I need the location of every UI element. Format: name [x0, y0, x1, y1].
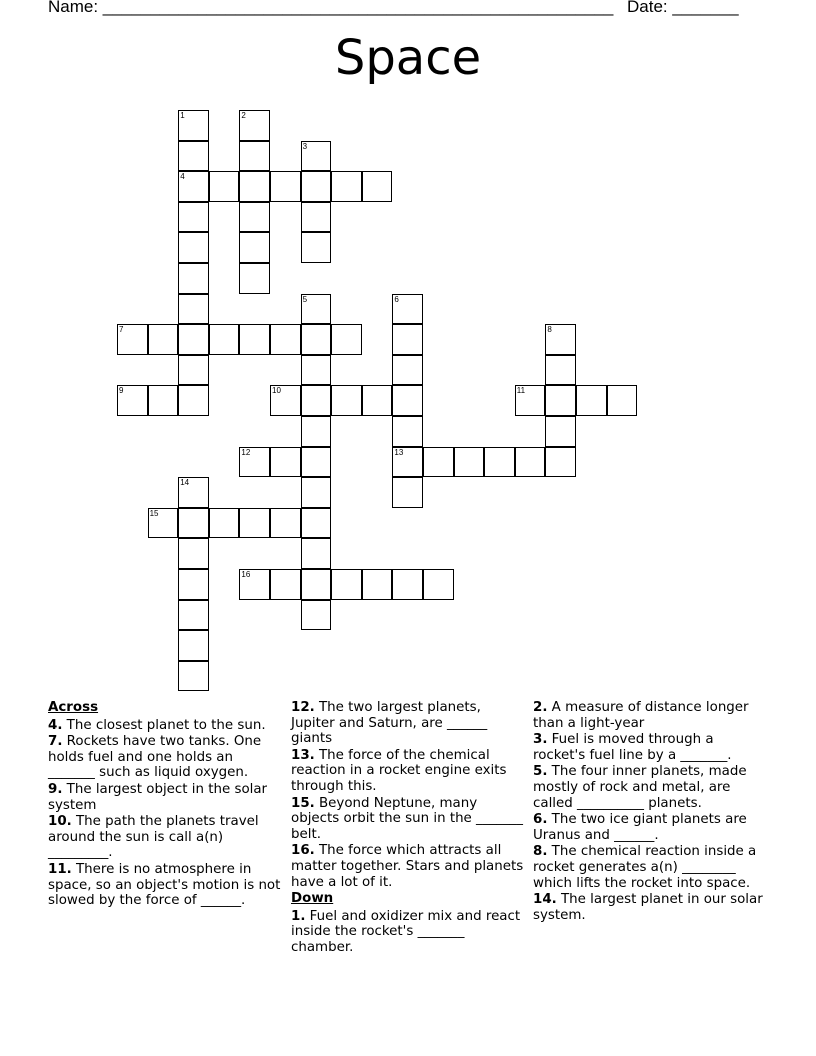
- clue-column-3: [533, 700, 769, 924]
- grid-cell[interactable]: [515, 385, 546, 416]
- grid-cell[interactable]: [301, 416, 332, 447]
- grid-cell[interactable]: [392, 447, 423, 478]
- grid-cell[interactable]: [178, 630, 209, 661]
- grid-cell[interactable]: [607, 385, 638, 416]
- grid-cell[interactable]: [178, 263, 209, 294]
- clue-text: The four inner planets, made mostly of rock and metal, are called __________ planets.: [533, 764, 747, 811]
- grid-cell[interactable]: [454, 447, 485, 478]
- clue-number-label: 9: [119, 386, 124, 396]
- clue-number: 8.: [533, 844, 548, 860]
- clue-text: Fuel is moved through a rocket's fuel line by a _______.: [533, 732, 732, 763]
- clue-text: The largest object in the solar system: [48, 781, 268, 813]
- clue-number: 2.: [533, 700, 548, 715]
- grid-cell[interactable]: [209, 171, 240, 202]
- clue-column-1: [48, 700, 284, 910]
- grid-cell[interactable]: [392, 355, 423, 386]
- clue-number-label: 11: [516, 386, 526, 396]
- clue-number-label: 10: [272, 386, 281, 396]
- grid-cell[interactable]: [270, 447, 301, 478]
- grid-cell[interactable]: [545, 447, 576, 478]
- clue-number: 3.: [533, 732, 548, 748]
- clue-number: 15.: [291, 795, 315, 811]
- grid-cell[interactable]: [362, 171, 393, 202]
- grid-cell[interactable]: [515, 447, 546, 478]
- clue-number-label: 8: [547, 325, 552, 335]
- grid-cell[interactable]: [392, 569, 423, 600]
- clue-number: 5.: [533, 764, 548, 780]
- clue-number: 11.: [48, 861, 72, 877]
- clue-column-2: [291, 700, 527, 957]
- grid-cell[interactable]: [209, 324, 240, 355]
- across-clue: [48, 782, 284, 813]
- grid-cell[interactable]: [178, 294, 209, 325]
- grid-cell[interactable]: [239, 171, 270, 202]
- grid-cell[interactable]: [178, 385, 209, 416]
- grid-cell[interactable]: [301, 477, 332, 508]
- page-title: Space: [334, 30, 482, 86]
- clue-number: 12.: [291, 700, 315, 715]
- across-clue: [48, 734, 284, 781]
- clue-number-label: 16: [241, 570, 251, 579]
- across-clue: [291, 700, 527, 747]
- grid-cell[interactable]: [178, 232, 209, 263]
- grid-cell[interactable]: [209, 508, 240, 539]
- clue-text: Beyond Neptune, many objects orbit the sun in the _______ belt.: [291, 795, 523, 842]
- grid-cell[interactable]: [239, 324, 270, 355]
- grid-cell[interactable]: [301, 171, 332, 202]
- clue-number: 10.: [48, 814, 72, 830]
- clue-number: 6.: [533, 812, 548, 828]
- clue-number: 9.: [48, 781, 63, 797]
- grid-cell[interactable]: [392, 294, 423, 325]
- grid-cell[interactable]: [270, 171, 301, 202]
- clue-text: Fuel and oxidizer mix and react inside the rocket's _______ chamber.: [291, 908, 521, 955]
- clue-text: There is no atmosphere in space, so an object's motion is not slowed by the force of ______.: [48, 861, 281, 909]
- grid-cell[interactable]: [178, 477, 209, 508]
- grid-cell[interactable]: [301, 508, 332, 539]
- grid-cell[interactable]: [331, 569, 362, 600]
- grid-cell[interactable]: [362, 569, 393, 600]
- grid-cell[interactable]: [301, 324, 332, 355]
- grid-cell[interactable]: [178, 202, 209, 233]
- clue-number-label: 13: [394, 447, 404, 457]
- grid-cell[interactable]: [178, 324, 209, 355]
- down-clue: [533, 700, 769, 731]
- clue-number-label: 4: [180, 172, 185, 182]
- name-field[interactable]: Name: ______________________________________________________: [48, 0, 614, 16]
- grid-cell[interactable]: [545, 385, 576, 416]
- grid-cell[interactable]: [178, 661, 209, 692]
- clue-number: 14.: [533, 892, 557, 908]
- clue-number-label: 1: [180, 111, 185, 120]
- clue-text: The force of the chemical reaction in a rocket engine exits through this.: [291, 747, 507, 794]
- grid-cell[interactable]: [423, 447, 454, 478]
- grid-cell[interactable]: [239, 508, 270, 539]
- down-heading: Down: [291, 891, 334, 907]
- grid-cell[interactable]: [484, 447, 515, 478]
- clue-number-label: 2: [241, 111, 246, 120]
- grid-cell[interactable]: [301, 141, 332, 172]
- grid-cell[interactable]: [392, 385, 423, 416]
- clue-number-label: 14: [180, 478, 190, 488]
- clue-text: The closest planet to the sun.: [66, 717, 266, 733]
- clue-text: The chemical reaction inside a rocket generates a(n) ________ which lifts the rocket into space.: [533, 844, 757, 891]
- grid-cell[interactable]: [331, 171, 362, 202]
- grid-cell[interactable]: [545, 416, 576, 447]
- clue-number: 4.: [48, 717, 63, 733]
- grid-cell[interactable]: [362, 385, 393, 416]
- grid-cell[interactable]: [392, 416, 423, 447]
- clue-number-label: 12: [241, 447, 251, 457]
- grid-cell[interactable]: [148, 508, 179, 539]
- grid-cell[interactable]: [239, 110, 270, 141]
- clue-number: 13.: [291, 747, 315, 763]
- grid-cell[interactable]: [301, 538, 332, 569]
- grid-cell[interactable]: [301, 202, 332, 233]
- across-clue: [48, 862, 284, 909]
- grid-cell[interactable]: [178, 171, 209, 202]
- grid-cell[interactable]: [301, 355, 332, 386]
- across-clue: [48, 718, 284, 734]
- grid-cell[interactable]: [178, 508, 209, 539]
- down-clue: [533, 764, 769, 811]
- grid-cell[interactable]: [301, 232, 332, 263]
- clue-number-label: 3: [302, 141, 308, 151]
- grid-cell[interactable]: [392, 324, 423, 355]
- clue-text: The two largest planets, Jupiter and Saturn, are ______ giants: [291, 700, 488, 747]
- grid-cell[interactable]: [331, 324, 362, 355]
- grid-cell[interactable]: [270, 569, 301, 600]
- grid-cell[interactable]: [270, 508, 301, 539]
- grid-cell[interactable]: [178, 110, 209, 141]
- grid-cell[interactable]: [239, 569, 270, 600]
- grid-cell[interactable]: [239, 202, 270, 233]
- across-clue: [291, 843, 527, 890]
- grid-cell[interactable]: [576, 385, 607, 416]
- clue-text: The force which attracts all matter together. Stars and planets have a lot of it.: [291, 843, 524, 890]
- clue-text: Rockets have two tanks. One holds fuel and one holds an _______ such as liquid oxygen.: [48, 734, 262, 781]
- across-clue: [291, 796, 527, 843]
- grid-cell[interactable]: [239, 447, 270, 478]
- clue-number-label: 5: [302, 294, 308, 304]
- grid-cell[interactable]: [301, 385, 332, 416]
- grid-cell[interactable]: [545, 324, 576, 355]
- down-clue: [533, 844, 769, 891]
- grid-cell[interactable]: [545, 355, 576, 386]
- down-clue: [291, 909, 527, 956]
- down-clue: [533, 732, 769, 763]
- clue-number-label: 7: [119, 325, 124, 335]
- grid-cell[interactable]: [117, 324, 148, 355]
- grid-cell[interactable]: [178, 569, 209, 600]
- grid-cell[interactable]: [239, 232, 270, 263]
- clue-text: The two ice giant planets are Uranus and ______.: [533, 812, 747, 843]
- grid-cell[interactable]: [270, 385, 301, 416]
- grid-cell[interactable]: [239, 263, 270, 294]
- grid-cell[interactable]: [301, 569, 332, 600]
- grid-cell[interactable]: [148, 385, 179, 416]
- grid-cell[interactable]: [301, 294, 332, 325]
- clue-text: The path the planets travel around the sun is call a(n) _________.: [48, 814, 259, 861]
- clue-number-label: 6: [394, 294, 399, 304]
- down-clue: [533, 812, 769, 843]
- clue-text: The largest planet in our solar system.: [533, 892, 763, 923]
- clue-text: A measure of distance longer than a light-year: [533, 700, 749, 731]
- grid-cell[interactable]: [270, 324, 301, 355]
- grid-cell[interactable]: [178, 141, 209, 172]
- clue-number: 7.: [48, 734, 63, 750]
- grid-cell[interactable]: [392, 477, 423, 508]
- grid-cell[interactable]: [423, 569, 454, 600]
- across-heading: Across: [48, 700, 99, 715]
- clue-number: 1.: [291, 908, 306, 924]
- clue-number-label: 15: [149, 508, 159, 518]
- down-clue: [533, 892, 769, 923]
- grid-cell[interactable]: [178, 355, 209, 386]
- grid-cell[interactable]: [117, 385, 148, 416]
- grid-cell[interactable]: [331, 385, 362, 416]
- across-clue: [291, 748, 527, 795]
- grid-cell[interactable]: [301, 600, 332, 631]
- across-clue: [48, 814, 284, 861]
- grid-cell[interactable]: [239, 141, 270, 172]
- grid-cell[interactable]: [178, 538, 209, 569]
- date-field[interactable]: Date: _______: [627, 0, 739, 16]
- grid-cell[interactable]: [148, 324, 179, 355]
- grid-cell[interactable]: [178, 600, 209, 631]
- grid-cell[interactable]: [301, 447, 332, 478]
- clue-number: 16.: [291, 843, 315, 859]
